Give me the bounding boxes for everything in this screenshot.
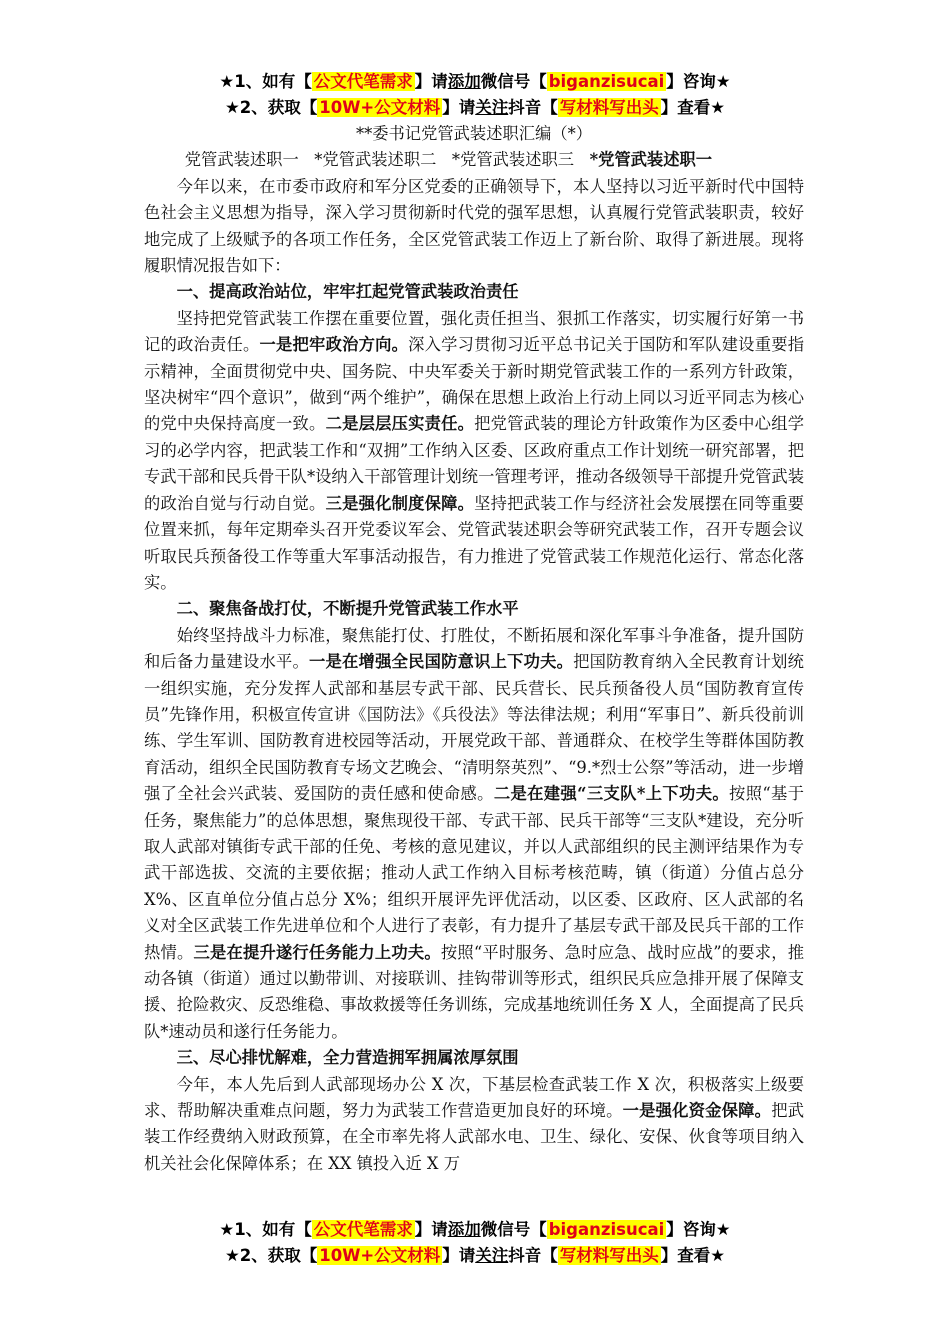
promo-banner-bottom-line1 bbox=[0, 1218, 950, 1242]
paragraph-text: 按照“平时服务、急时应急、战时应战”的要求，推动各镇（街道）通过以勤带训、对接联训、挂钩带训等形式，组织民兵应急排开展了保障支援、抢险救灾、反恐维稳、事故救援等任务训练，完成基地统训任务 X 人，全面提高了民兵队*速动员和遂行任务能力。 bbox=[144, 942, 804, 1041]
point-heading: 二是在建强“三支队*上下功夫。 bbox=[493, 784, 730, 804]
banner-text: 微信号【 bbox=[480, 72, 547, 91]
toc-item-current: *党管武装述职一 bbox=[589, 150, 713, 170]
banner-text: 】请 bbox=[442, 98, 476, 117]
banner-text: 】请 bbox=[414, 72, 448, 91]
banner-highlight: 写材料写出头 bbox=[559, 98, 659, 117]
section-1-paragraph bbox=[144, 306, 804, 596]
toc-item: *党管武装述职三 bbox=[451, 150, 575, 170]
section-3-paragraph bbox=[144, 1072, 804, 1178]
paragraph-text: 把国防教育纳入全民教育计划统一组织实施，充分发挥人武部和基层专武干部、民兵营长、民兵预备役人员“国防教育宣传员”先锋作用，积极宣传宣讲《国防法》《兵役法》等法律法规；利用“军事日”、新兵役前训练、学生军训、国防教育进校园等活动，开展党政干部、普通群众、在校学生等群体国防教育活动，组织全民国防教育专场文艺晚会、“清明祭英烈”、“9.*烈士公祭”等活动，进一步增强了全社会兴武装、爱国防的责任感和使命感。 bbox=[144, 652, 804, 804]
banner-text: 】咨询★ bbox=[666, 72, 731, 91]
banner-highlight: 公文代笔需求 bbox=[313, 72, 413, 91]
point-heading: 一是强化资金保障。 bbox=[622, 1101, 772, 1121]
paragraph-text: 坚持把党管武装工作摆在重要位置，强化责任担当、狠抓工作落实，切实履行好第一书记的政治责任。 bbox=[144, 308, 804, 355]
point-heading: 一是把牢政治方向。 bbox=[259, 335, 409, 355]
point-heading: 三是在提升遂行任务能力上功夫。 bbox=[193, 942, 441, 962]
paragraph-text: 始终坚持战斗力标准，聚焦能打仗、打胜仗，不断拓展和深化军事斗争准备，提升国防和后备力量建设水平。 bbox=[144, 625, 804, 672]
banner-text: 抖音【 bbox=[508, 1246, 558, 1265]
toc-item: 党管武装述职一 bbox=[184, 150, 299, 170]
banner-highlight: 公文代笔需求 bbox=[313, 1220, 413, 1239]
section-2-heading: 二、聚焦备战打仗，不断提升党管武装工作水平 bbox=[176, 599, 519, 619]
banner-highlight: 写材料写出头 bbox=[559, 1246, 659, 1265]
promo-banner-bottom-line2 bbox=[0, 1244, 950, 1268]
paragraph-text: 深入学习贯彻习近平总书记关于国防和军队建设重要指示精神，全面贯彻党中央、国务院、中央军委关于新时期党管武装工作的一系列方针政策，坚决树牢“四个意识”，做到“两个维护”，确保在思想上政治上行动上同以习近平同志为核心的党中央保持高度一致。 bbox=[144, 335, 804, 434]
banner-underline: 添加 bbox=[447, 1220, 481, 1239]
banner-text: 】请 bbox=[414, 1220, 448, 1239]
section-2-paragraph bbox=[144, 623, 804, 1046]
banner-text: 】查看★ bbox=[660, 1246, 726, 1265]
intro-paragraph: 今年以来，在市委市政府和军分区党委的正确领导下，本人坚持以习近平新时代中国特色社会主义思想为指导，深入学习贯彻新时代党的强军思想，认真履行党管武装职责，较好地完成了上级赋予的各项工作任务，全区党管武装工作迈上了新台阶、取得了新进展。现将履职情况报告如下： bbox=[144, 176, 804, 276]
banner-text: 】查看★ bbox=[660, 98, 726, 117]
document-toc bbox=[144, 147, 804, 173]
toc-item: *党管武装述职二 bbox=[314, 150, 437, 170]
banner-underline: 添加 bbox=[447, 72, 481, 91]
banner-highlight: 10W+公文材料 bbox=[319, 1246, 441, 1265]
paragraph-text: 按照“基于任务，聚焦能力”的总体思想，聚焦现役干部、专武干部、民兵干部等“三支队*建设，充分听取人武部对镇街专武干部的任免、考核的意见建议，并以人武部组织的民主测评结果作为专武干部选拔、交流的主要依据；推动人武工作纳入目标考核范畴，镇（街道）分值占总分 X%、区直单位分值占总分 X%；组织开展评先评优活动，以区委、区政府、区人武部的名义对全区武装工作先进单位和个人进行了表彰，有力提升了基层专武干部及民兵干部的工作热情。 bbox=[144, 784, 804, 962]
banner-text: 】请 bbox=[442, 1246, 476, 1265]
section-3-heading: 三、尽心排忧解难，全力营造拥军拥属浓厚氛围 bbox=[176, 1048, 519, 1068]
paragraph-text: 把武装工作经费纳入财政预算，在全市率先将人武部水电、卫生、绿化、安保、伙食等项目纳入机关社会化保障体系；在 XX 镇投入近 X 万 bbox=[144, 1101, 804, 1173]
banner-highlight: 10W+公文材料 bbox=[319, 98, 441, 117]
banner-text: ★1、如有【 bbox=[219, 72, 312, 91]
banner-text: 抖音【 bbox=[508, 98, 558, 117]
document-title: **委书记党管武装述职汇编（*） bbox=[355, 124, 593, 143]
banner-text: ★2、获取【 bbox=[224, 1246, 318, 1265]
banner-highlight: biganzisucai bbox=[548, 72, 665, 91]
paragraph-text: 今年，本人先后到人武部现场办公 X 次，下基层检查武装工作 X 次，积极落实上级要求、帮助解决重难点问题，努力为武装工作营造更加良好的环境。 bbox=[144, 1074, 804, 1121]
promo-banner-top-line1 bbox=[0, 70, 950, 94]
banner-text: ★1、如有【 bbox=[219, 1220, 312, 1239]
point-heading: 三是强化制度保障。 bbox=[325, 493, 475, 513]
paragraph-text: 坚持把武装工作与经济社会发展摆在同等重要位置来抓，每年定期牵头召开党委议军会、党管武装述职会等研究武装工作，召开专题会议听取民兵预备役工作等重大军事活动报告，有力推进了党管武装工作规范化运行、常态化落实。 bbox=[144, 493, 804, 592]
banner-underline: 关注 bbox=[475, 1246, 509, 1265]
point-heading: 一是在增强全民国防意识上下功夫。 bbox=[309, 652, 574, 672]
banner-underline: 关注 bbox=[475, 98, 509, 117]
banner-text: 微信号【 bbox=[480, 1220, 547, 1239]
point-heading: 二是层层压实责任。 bbox=[325, 414, 475, 434]
document-body bbox=[144, 121, 804, 1177]
paragraph-text: 把党管武装的理论方针政策作为区委中心组学习的必学内容，把武装工作和“双拥”工作纳入区委、区政府重点工作计划统一研究部署，把专武干部和民兵骨干队*设纳入干部管理计划统一管理考评，推动各级领导干部提升党管武装的政治自觉与行动自觉。 bbox=[144, 414, 804, 513]
banner-text: ★2、获取【 bbox=[224, 98, 318, 117]
promo-banner-top-line2 bbox=[0, 96, 950, 120]
banner-text: 】咨询★ bbox=[666, 1220, 731, 1239]
banner-highlight: biganzisucai bbox=[548, 1220, 665, 1239]
section-1-heading: 一、提高政治站位，牢牢扛起党管武装政治责任 bbox=[176, 282, 519, 302]
